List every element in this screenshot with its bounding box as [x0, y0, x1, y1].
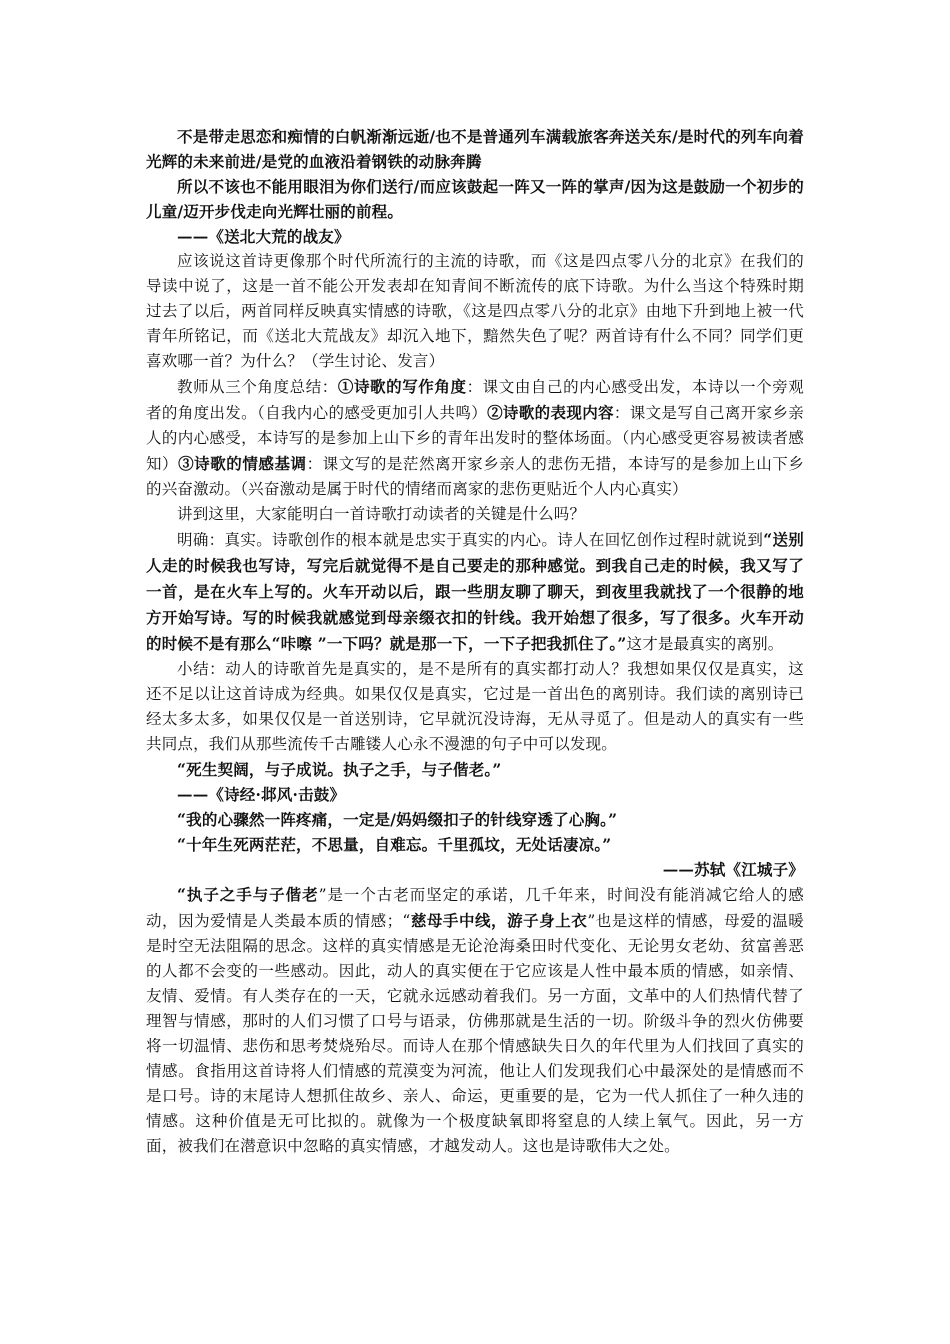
compare-paragraph: 应该说这首诗更像那个时代所流行的主流的诗歌，而《这是四点零八分的北京》在我们的导读中说了，这是一首不能公开发表却在知青间不断流传的底下诗歌。为什么当这个特殊时期过去了以后，两首同样反映真实情感的诗歌，《这是四点零八分的北京》由地下升到地上被一代青年所铭记，而《送北大荒战友》却沉入地下，黯然失色了呢？两首诗有什么不同？同学们更喜欢哪一首？为什么？（学生讨论、发言） [146, 252, 804, 370]
answer-tail: 这才是最真实的离别。 [626, 635, 784, 653]
final-paragraph [146, 882, 804, 1159]
final-bold-2: 慈母手中线，游子身上衣 [410, 911, 588, 930]
answer-paragraph [146, 527, 804, 657]
summary-paragraph [146, 374, 804, 502]
point-2-label: ②诗歌的表现内容 [487, 403, 614, 422]
point-1-text: ：课文由自己的内心感受出发，本诗以一个旁观者的角度出发。（自我内心的感受更加引人共鸣） [146, 378, 805, 422]
quote-shijing: “死生契阔，与子成说。执子之手，与子偕老。” [177, 760, 502, 779]
quote-jiangchengzi-source: ——苏轼《江城子》 [662, 860, 804, 879]
quote-jiangchengzi: “十年生死两茫茫，不思量，自难忘。千里孤坟，无处话凄凉。” [177, 835, 612, 854]
question-paragraph: 讲到这里，大家能明白一首诗歌打动读者的关键是什么吗？ [177, 505, 586, 523]
point-3-text: ：课文写的是茫然离开家乡亲人的悲伤无措，本诗写的是参加上山下乡的兴奋激动。（兴奋激动是属于时代的情绪而离家的悲伤更贴近个人内心真实） [146, 455, 805, 498]
summary-lead: 教师从三个角度总结： [177, 378, 338, 396]
quote-shijing-source: ——《诗经·邶风·击鼓》 [177, 785, 346, 804]
final-text-2: ”也是这样的情感，母爱的温暖是时空无法阻隔的思念。这样的真实情感是无论沧海桑田时代变化、无论男女老幼、贫富善恶的人都不会变的一些感动。因此，动人的真实便在于它应该是人性中最本质的情感，如亲情、友情、爱情。有人类存在的一天，它就永远感动着我们。另一方面，文革中的人们热情代替了理智与情感，那时的人们习惯了口号与语录，仿佛那就是生活的一切。阶级斗争的烈火仿佛要将一切温情、悲伤和思考焚烧殆尽。而诗人在那个情感缺失日久的年代里为人们找回了真实的情感。食指用这首诗将人们情感的荒漠变为河流，他让人们发现我们心中最深处的是情感而不是口号。诗的末尾诗人想抓住故乡、亲人、命运，更重要的是，它为一代人抓住了一种久违的情感。这种价值是无可比拟的。就像为一个极度缺氧即将窒息的人续上氧气。因此，另一方面，被我们在潜意识中忽略的真实情感，才越发动人。这也是诗歌伟大之处。 [146, 912, 805, 1155]
quote-poem-line: “我的心骤然一阵疼痛，一定是/妈妈缀扣子的针线穿透了心胸。” [177, 810, 618, 829]
point-3-label: ③诗歌的情感基调 [178, 454, 307, 473]
poem-excerpt-source: ——《送北大荒的战友》 [177, 227, 350, 246]
answer-lead: 明确：真实。诗歌创作的根本就是忠实于真实的内心。诗人在回忆创作过程时就说到 [177, 531, 764, 549]
xiaojie-paragraph: 小结：动人的诗歌首先是真实的，是不是所有的真实都打动人？我想如果仅仅是真实，这还不足以让这首诗成为经典。如果仅仅是真实，它过是一首出色的离别诗。我们读的离别诗已经太多太多，如果仅仅是一首送别诗，它早就沉没诗海，无从寻觅了。但是动人的真实有一些共同点，我们从那些流传千古雕镂人心永不漫漶的句子中可以发现。 [146, 660, 804, 753]
poem-excerpt-line2: 所以不该也不能用眼泪为你们送行/而应该鼓起一阵又一阵的掌声/因为这是鼓励一个初步的儿童/迈开步伐走向光辉壮丽的前程。 [146, 177, 804, 221]
final-text-1: ”是一个古老而坚定的承诺，几千年来，时间没有能消减它给人的感动，因为爱情是人类最本质的情感；“ [146, 886, 805, 930]
poem-excerpt-line1: 不是带走思恋和痴情的白帆渐渐远逝/也不是普通列车满载旅客奔送关东/是时代的列车向着光辉的未来前进/是党的血液沿着钢铁的动脉奔腾 [146, 127, 804, 171]
poet-quote: “送别人走的时候我也写诗，写完后就觉得不是自己要走的那种感觉。到我自己走的时候，我又写了一首，是在火车上写的。火车开动以后，跟一些朋友聊了聊天，到夜里我就找了一个很静的地方开始写诗。写的时候我就感觉到母亲缀衣扣的针线。我开始想了很多，写了很多。火车开动的时候不是有那么“咔嚓 ”一下吗？就是那一下，一下子把我抓住了。” [146, 530, 804, 653]
final-bold-1: “执子之手与子偕老 [177, 885, 319, 904]
point-1-label: ①诗歌的写作角度 [337, 377, 467, 396]
point-2-text: ：课文是写自己离开家乡亲人的内心感受，本诗写的是参加上山下乡的青年出发时的整体场面。（内心感受更容易被读者感知） [146, 404, 805, 473]
